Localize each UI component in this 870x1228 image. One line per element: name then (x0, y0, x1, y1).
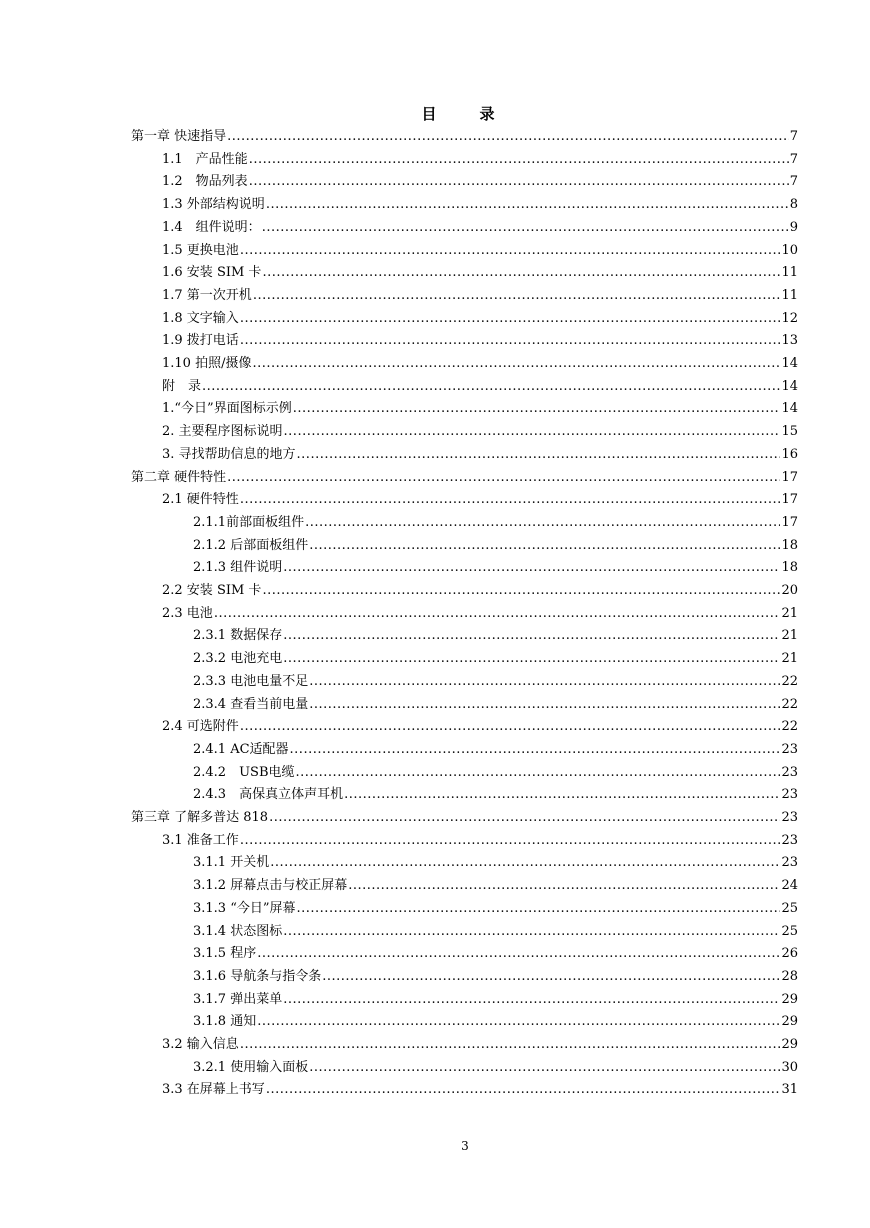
toc-entry[interactable] (162, 217, 798, 240)
toc-leader-dots (344, 784, 780, 807)
toc-entry-title: 2.4.1 AC适配器 (193, 741, 289, 757)
toc-entry[interactable] (193, 921, 798, 944)
toc-entry-title: 3.2 输入信息 (162, 1037, 239, 1052)
toc-entry-page: 23 (781, 855, 798, 871)
toc-entry-page: 23 (781, 810, 798, 825)
toc-entry-page: 7 (789, 151, 798, 167)
toc-entry[interactable] (162, 444, 798, 467)
toc-leader-dots (249, 149, 789, 172)
toc-leader-dots (266, 1079, 781, 1102)
toc-leader-dots (283, 989, 780, 1012)
toc-entry-page: 11 (781, 287, 798, 303)
toc-entry-page: 31 (781, 1082, 798, 1098)
toc-entry-page: 12 (781, 310, 798, 326)
toc-leader-dots (253, 285, 781, 308)
toc-leader-dots (202, 376, 780, 399)
toc-leader-dots (270, 852, 780, 875)
toc-entry-page: 23 (781, 787, 798, 803)
toc-leader-dots (290, 739, 781, 762)
toc-leader-dots (305, 512, 780, 535)
toc-entry-page: 21 (781, 628, 798, 644)
toc-entry-page: 21 (781, 605, 798, 621)
toc-entry-title: 3.1.6 导航条与指令条 (193, 968, 322, 984)
toc-entry-page: 28 (781, 968, 798, 984)
toc-entry[interactable] (193, 898, 798, 921)
toc-leader-dots (240, 330, 781, 353)
toc-entry-title: 2.4.3 高保真立体声耳机 (193, 787, 344, 803)
toc-entry-title: 3.2.1 使用输入面板 (193, 1059, 309, 1075)
page-title: 目 录 (421, 105, 509, 123)
toc-leader-dots (240, 489, 781, 512)
toc-entry-page: 18 (781, 537, 798, 553)
toc-entry[interactable] (162, 830, 798, 853)
toc-entry[interactable] (193, 943, 798, 966)
toc-entry-page: 11 (781, 265, 798, 281)
toc-leader-dots (227, 126, 789, 149)
toc-entry[interactable] (193, 1011, 798, 1034)
toc-entry-page: 23 (781, 832, 798, 848)
toc-entry[interactable] (162, 262, 798, 285)
toc-entry-title: 3.1 准备工作 (162, 832, 239, 848)
toc-leader-dots (296, 762, 781, 785)
toc-entry-title: 2.1.2 后部面板组件 (193, 537, 309, 553)
toc-leader-dots (257, 1011, 780, 1034)
toc-entry-title: 1.3 外部结构说明 (162, 197, 265, 213)
toc-entry[interactable] (162, 716, 798, 739)
toc-entry[interactable] (193, 966, 798, 989)
toc-entry-page: 23 (781, 764, 798, 780)
toc-leader-dots (284, 421, 781, 444)
toc-leader-dots (240, 308, 781, 331)
toc-entry[interactable] (162, 376, 798, 399)
toc-leader-dots (266, 194, 789, 217)
toc-entry[interactable] (193, 739, 798, 762)
toc-entry[interactable] (162, 580, 798, 603)
toc-leader-dots (322, 966, 780, 989)
toc-entry-page: 29 (781, 1037, 798, 1052)
toc-entry[interactable] (162, 194, 798, 217)
toc-leader-dots (297, 444, 781, 467)
toc-entry[interactable] (162, 330, 798, 353)
toc-entry[interactable] (162, 1034, 798, 1057)
toc-entry-title: 3.3 在屏幕上书写 (162, 1082, 265, 1098)
toc-entry[interactable] (193, 625, 798, 648)
toc-entry-page: 13 (781, 333, 798, 349)
toc-entry-page: 25 (781, 900, 798, 916)
toc-leader-dots (309, 694, 780, 717)
toc-entry-title: 附 录 (162, 378, 202, 394)
toc-entry[interactable] (193, 1057, 798, 1080)
toc-entry-title: 2.3.3 电池电量不足 (193, 673, 309, 689)
toc-leader-dots (257, 943, 780, 966)
toc-entry-title: 2.2 安装 SIM 卡 (162, 583, 262, 598)
toc-entry[interactable] (131, 467, 798, 490)
toc-entry-page: 30 (781, 1059, 798, 1075)
toc-entry-page: 14 (781, 356, 798, 371)
toc-entry[interactable] (162, 1079, 798, 1102)
toc-entry-page: 14 (781, 401, 798, 417)
toc-entry[interactable] (193, 535, 798, 558)
toc-leader-dots (269, 807, 780, 830)
toc-entry[interactable] (162, 489, 798, 512)
toc-entry-page: 29 (781, 1014, 798, 1030)
toc-entry[interactable] (193, 875, 798, 898)
toc-entry[interactable] (162, 421, 798, 444)
toc-entry-title: 3. 寻找帮助信息的地方 (162, 446, 296, 462)
toc-entry-title: 3.1.7 弹出菜单 (193, 991, 283, 1007)
toc-entry-title: 2.1.3 组件说明 (193, 560, 283, 576)
toc-entry-title: 1.1 产品性能 (162, 151, 248, 167)
toc-leader-dots (240, 1034, 781, 1057)
toc-entry-page: 24 (781, 878, 798, 894)
toc-entry-title: 2.1.1前部面板组件 (193, 514, 305, 530)
toc-entry-page: 8 (789, 197, 798, 213)
toc-entry-page: 17 (781, 514, 798, 530)
toc-entry-page: 15 (781, 424, 798, 440)
toc-entry[interactable] (131, 807, 798, 830)
toc-entry-page: 17 (781, 492, 798, 508)
toc-leader-dots (283, 625, 780, 648)
toc-entry-page: 9 (789, 219, 798, 235)
toc-leader-dots (348, 875, 780, 898)
toc-leader-dots (262, 217, 789, 240)
toc-entry-page: 16 (781, 446, 798, 462)
toc-leader-dots (309, 671, 780, 694)
toc-leader-dots (240, 830, 781, 853)
toc-entry-title: 2.3.2 电池充电 (193, 651, 283, 667)
toc-entry-page: 14 (781, 378, 798, 394)
toc-entry-title: 2.3.1 数据保存 (193, 628, 283, 644)
toc-leader-dots (240, 716, 781, 739)
toc-entry[interactable] (193, 648, 798, 671)
toc-leader-dots (309, 535, 780, 558)
toc-entry[interactable] (162, 308, 798, 331)
toc-entry-title: 3.1.2 屏幕点击与校正屏幕 (193, 878, 348, 894)
toc-leader-dots (240, 240, 781, 263)
toc-entry-page: 10 (781, 242, 798, 258)
toc-leader-dots (227, 467, 780, 490)
toc-entry-title: 第一章 快速指导 (131, 129, 227, 144)
toc-entry-title: 1.5 更换电池 (162, 242, 239, 258)
toc-entry-page: 22 (781, 673, 798, 689)
toc-leader-dots (297, 898, 781, 921)
toc-entry-page: 26 (781, 946, 798, 962)
toc-entry-title: 1.4 组件说明： (162, 219, 261, 235)
toc-entry[interactable] (193, 671, 798, 694)
toc-entry-title: 2.1 硬件特性 (162, 492, 239, 508)
toc-entry-title: 1.10 拍照/摄像 (162, 356, 252, 371)
toc-entry-title: 3.1.4 状态图标 (193, 923, 283, 939)
toc-entry-title: 3.1.5 程序 (193, 946, 257, 962)
toc-leader-dots (262, 262, 780, 285)
page-number: 3 (461, 1139, 469, 1153)
toc-entry[interactable] (193, 512, 798, 535)
toc-entry-title: 2.4 可选附件 (162, 719, 239, 735)
toc-leader-dots (293, 398, 781, 421)
toc-leader-dots (309, 1057, 780, 1080)
toc-entry-page: 20 (781, 583, 798, 598)
toc-entry[interactable] (193, 784, 798, 807)
toc-entry-title: 1.7 第一次开机 (162, 287, 252, 303)
toc-entry[interactable] (162, 240, 798, 263)
toc-leader-dots (283, 921, 780, 944)
toc-entry-title: 1.8 文字输入 (162, 310, 239, 326)
toc-entry-title: 3.1.3 “今日”屏幕 (193, 900, 296, 916)
toc-entry-page: 17 (781, 469, 798, 485)
toc-entry[interactable] (162, 353, 798, 376)
toc-entry[interactable] (162, 149, 798, 172)
toc-entry[interactable] (193, 694, 798, 717)
toc-entry[interactable] (162, 285, 798, 308)
toc-entry-page: 21 (781, 651, 798, 667)
toc-entry-title: 2. 主要程序图标说明 (162, 424, 283, 440)
toc-leader-dots (283, 557, 780, 580)
toc-leader-dots (252, 353, 780, 376)
toc-entry-title: 2.3.4 查看当前电量 (193, 696, 309, 712)
toc-entry-title: 第三章 了解多普达 818 (131, 810, 269, 825)
toc-entry-page: 23 (781, 741, 798, 757)
toc-entry-page: 22 (781, 696, 798, 712)
toc-entry[interactable] (131, 126, 798, 149)
toc-leader-dots (262, 580, 780, 603)
toc-entry-page: 7 (789, 174, 798, 190)
toc-entry-title: 2.4.2 USB电缆 (193, 764, 295, 780)
toc-entry-page: 7 (789, 129, 798, 144)
toc-entry[interactable] (193, 557, 798, 580)
toc-entry-page: 29 (781, 991, 798, 1007)
toc-entry-title: 3.1.8 通知 (193, 1014, 257, 1030)
toc-entry[interactable] (193, 762, 798, 785)
toc-entry-page: 18 (781, 560, 798, 576)
toc-leader-dots (214, 603, 781, 626)
toc-entry-title: 1.6 安装 SIM 卡 (162, 265, 262, 281)
toc-entry[interactable] (193, 852, 798, 875)
toc-entry-title: 3.1.1 开关机 (193, 855, 270, 871)
toc-entry[interactable] (162, 603, 798, 626)
toc-entry-title: 1.“今日”界面图标示例 (162, 401, 292, 417)
toc-entry-title: 第二章 硬件特性 (131, 469, 227, 485)
toc-entry-page: 25 (781, 923, 798, 939)
toc-entry-page: 22 (781, 719, 798, 735)
toc-entry-title: 1.9 拨打电话 (162, 333, 239, 349)
toc-leader-dots (283, 648, 780, 671)
toc-entry-title: 1.2 物品列表 (162, 174, 248, 190)
toc-entry[interactable] (162, 171, 798, 194)
toc-entry-title: 2.3 电池 (162, 605, 213, 621)
toc-entry[interactable] (193, 989, 798, 1012)
toc-entry[interactable] (162, 398, 798, 421)
toc-leader-dots (249, 171, 789, 194)
